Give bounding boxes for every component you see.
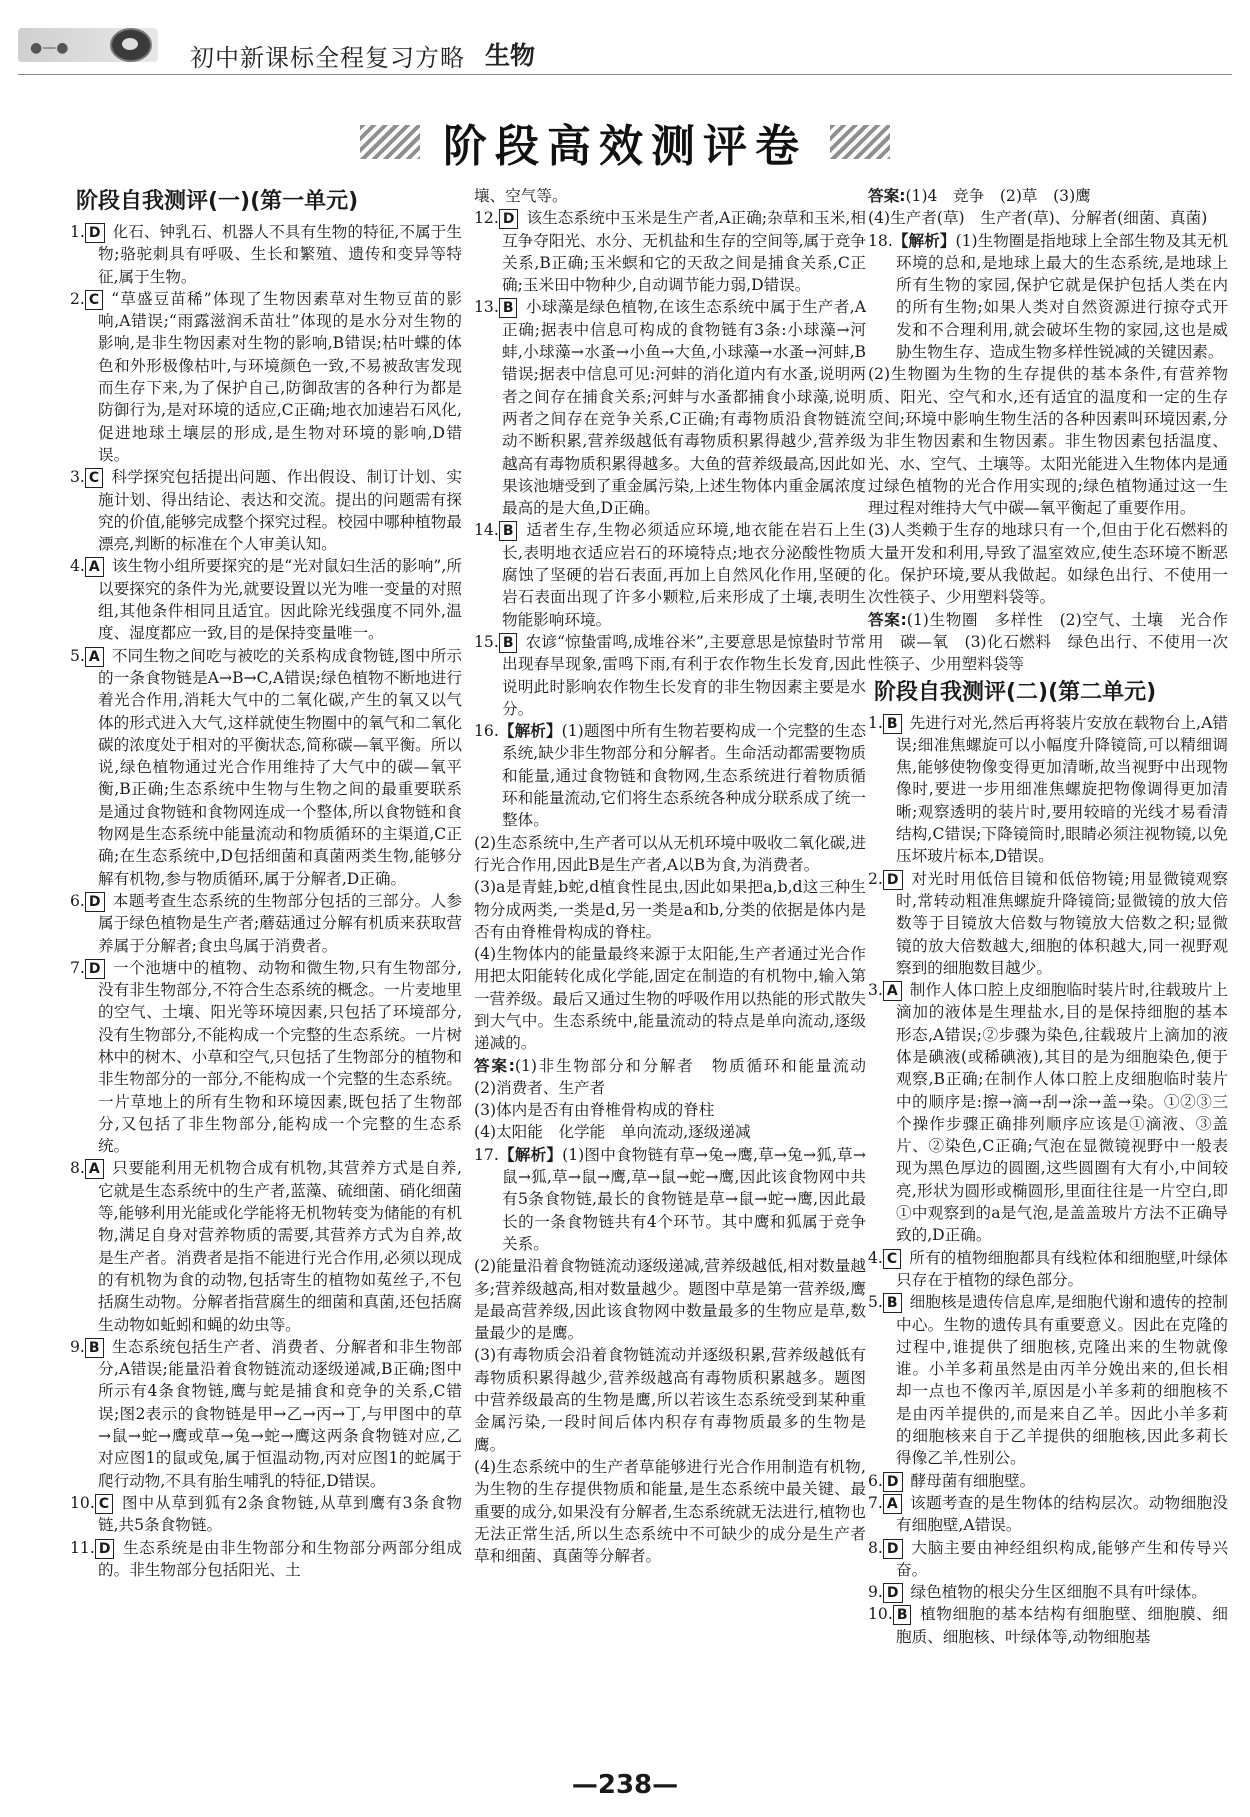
answer-item [868,1470,1228,1492]
answer-item [70,1492,462,1537]
page-header [0,0,1250,70]
answer-text: (1)非生物部分和分解者 物质循环和能量流动 (2)消费者、生产者 [474,1056,882,1097]
answer-label: 答案: [474,1056,515,1075]
answer-box: A [883,1494,902,1514]
answer-item [70,466,462,555]
left-decoration-icon [360,125,420,159]
item-number: 1. [868,713,883,732]
item-text: 生态系统包括生产者、消费者、分解者和非生物部分,A错误;能量沿着食物链流动逐级递减,B正确;图中所示有4条食物链,鹰与蛇是捕食和竞争的关系,C错误;图2表示的食物链是甲→乙→丙→丁,与甲图中的草→鼠→蛇→鹰或草→兔→蛇→鹰这两条食物链对应,乙对应图1的鼠或兔,属于恒温动物,丙对应图1的蛇属于爬行动物,不具有胎生哺乳的特征,D错误。 [98,1337,462,1490]
item-number: 4. [868,1248,883,1267]
analysis-text: (2)生物圈为生物的生存提供的基本条件,有营养物质、阳光、空气和水,还有适宜的温度和一定的生存空间;环境中影响生物生活的各种因素叫环境因素,分为非生物因素和生物因素。非生物因素包括温度、光、水、空气、土壤等。太阳光能进入生物体内是通过绿色植物的光合作用实现的;绿色植物通过这一生理过程对维持大气中碳—氧平衡起了重要作用。 [868,365,1228,518]
analysis-text: (1)题图中所有生物若要构成一个完整的生态系统,缺少非生物部分和分解者。生命活动都需要物质和能量,通过食物链和食物网,生态系统进行着物质循环和能量流动,它们将生态系统各种成分联系成了统一整体。 [502,722,866,830]
answer-item [70,890,462,957]
answer-box: D [85,959,105,979]
answer-line [868,185,1228,207]
item-number: 12. [474,209,499,228]
column-3 [868,185,1228,1648]
answer-box: D [883,1539,903,1559]
item-text: 该生物小组所要探究的是“光对鼠妇生活的影响”,所以要探究的条件为光,就要设置以光为唯一变量的对照组,其他条件相同且适宜。因此除光线强度不同外,温度、湿度都应一致,目的是保持变量唯一。 [98,557,462,643]
answer-box: D [883,1472,903,1492]
item-text: 农谚“惊蛰雷鸣,成堆谷米”,主要意思是惊蛰时节常出现春旱现象,雷鸣下雨,有利于农作物生长发育,因此说明此时影响农作物生长发育的非生物因素主要是水分。 [502,632,866,718]
analysis-text: (3)a是青蛙,b蛇,d植食性昆虫,因此如果把a,b,d这三种生物分成两类,一类是d,另一类是a和b,分类的依据是体内是否有由脊椎骨构成的脊柱。 [474,878,866,941]
answer-item [474,631,866,720]
answer-box: B [893,1605,912,1625]
answer-item [70,288,462,466]
item-text: 生态系统是由非生物部分和生物部分两部分组成的。非生物部分包括阳光、土 [98,1538,462,1579]
answer-item [474,207,866,296]
item-number: 8. [70,1159,85,1178]
subject-label: 生物 [485,41,536,70]
answer-box: A [883,981,902,1001]
answer-box: D [499,209,519,229]
item-number: 10. [868,1605,893,1624]
answer-text: (1)生物圈 多样性 (2)空气、土壤 光合作用 碳—氧 (3)化石燃料 绿色出行、不使用一次性筷子、少用塑料袋等 [868,610,1228,674]
analysis-label: 【解析】 [498,1145,563,1164]
item-number: 2. [868,869,883,888]
continued-text: 壤、空气等。 [474,187,568,205]
page-title: 阶段高效测评卷 [443,121,807,172]
item-number: 3. [70,468,85,487]
analysis-text: (4)生物体内的能量最终来源于太阳能,生产者通过光合作用把太阳能转化成化学能,固定在制造的有机物中,输入第一营养级。最后又通过生物的呼吸作用以热能的形式散失到大气中。生态系统中,能量流动的特点是单向流动,逐级递减的。 [474,945,866,1053]
answer-box: C [883,1249,901,1269]
item-text: 细胞核是遗传信息库,是细胞代谢和遗传的控制中心。生物的遗传具有重要意义。因此在克隆的过程中,谁提供了细胞核,克隆出来的生物就像谁。小羊多莉虽然是由丙羊分娩出来的,但长相却一点也不像丙羊,原因是小羊多莉的细胞核不是由丙羊提供的,而是来自乙羊。因此小羊多莉的细胞核来自于乙羊提供的细胞核,因此多莉长得像乙羊,性别公。 [896,1293,1228,1468]
item-number: 14. [474,521,499,540]
item-number: 16. [474,722,499,741]
answer-line [474,1055,882,1100]
item-text: 对光时用低倍目镜和低倍物镜;用显微镜观察时,常转动粗准焦螺旋升降镜筒;显微镜的放大倍数等于目镜放大倍数与物镜放大倍数之积;显微镜的放大倍数越大,细胞的体积越大,同一视野观察到的细胞数目越少。 [896,869,1228,977]
item-text: 大脑主要由神经组织构成,能够产生和传导兴奋。 [896,1538,1228,1579]
answer-box: A [85,1159,104,1179]
analysis-text: (3)有毒物质会沿着食物链流动并逐级积累,营养级越低有毒物质积累得越少,营养级越高有毒物质积累越多。题图中营养级最高的生物是鹰,所以若该生态系统受到某种重金属污染,一段时间后体内积存有毒物质最多的生物是鹰。 [474,1346,866,1454]
analysis-text: (3)人类赖于生存的地球只有一个,但由于化石燃料的大量开发和利用,导致了温室效应,使生态环境不断恶化。保护环境,要从我做起。如绿色出行、不使用一次性筷子、少用塑料袋等。 [868,521,1228,607]
header-dots-icon: ●—● [30,40,69,56]
item-number: 15. [474,632,499,651]
item-text: 绿色植物的根尖分生区细胞不具有叶绿体。 [910,1583,1207,1602]
answer-item [474,296,866,519]
item-text: 适者生存,生物必须适应环境,地衣能在岩石上生长,表明地衣适应岩石的环境特点;地衣分泌酸性物质腐蚀了坚硬的岩石表面,再加上自然风化作用,坚硬的岩石表面出现了许多小颗粒,后来形成了土壤,表明生物能影响环境。 [502,521,866,629]
answer-item [70,555,462,644]
item-number: 5. [70,646,85,665]
section-heading-2: 阶段自我测评(二)(第二单元) [874,679,1157,705]
item-number: 8. [868,1538,883,1557]
answer-item [868,1247,1228,1292]
answer-box: B [883,714,902,734]
answer-item [868,1581,1228,1603]
analysis-text: (4)生态系统中的生产者草能够进行光合作用制造有机物,为生物的生存提供物质和能量,是生态系统中最关键、最重要的成分,如果没有分解者,生态系统就无法进行,植物也无法正常生活,所以生态系统中不可缺少的成分是生产者草和细菌、真菌等分解者。 [474,1457,866,1566]
answer-box: D [85,892,105,912]
item-text: 不同生物之间吃与被吃的关系构成食物链,图中所示的一条食物链是A→B→C,A错误;绿色植物不断地进行着光合作用,消耗大气中的二氧化碳,产生的氧又以气体的形式进入大气,这样就使生物圈中的氧气和二氧化碳的浓度处于相对的平衡状态,简称碳—氧平衡。所以说,绿色植物通过光合作用维持了大气中的碳—氧平衡,B正确;生态系统中生物与生物之间的最重要联系是通过食物链和食物网连成一个整体,所以食物链和食物网是生态系统中能量流动和物质循环的主渠道,C正确;在生态系统中,D包括细菌和真菌两类生物,能够分解有机物,参与物质循环,属于分解者,D正确。 [98,646,462,888]
item-number: 6. [868,1471,883,1490]
analysis-item-18 [868,230,1228,364]
item-text: 先进行对光,然后再将装片安放在载物台上,A错误;细准焦螺旋可以小幅度升降镜筒,可以精细调焦,能够使物像变得更加清晰,故当视野中出现物像时,要进一步用细准焦螺旋把物像调得更加清晰;观察透明的装片时,要用较暗的光线才易看清结构,C错误;下降镜筒时,眼睛必须注视物镜,以免压坏玻片标本,D错误。 [896,713,1228,866]
answer-box: D [85,223,105,243]
analysis-item-16 [474,720,866,831]
item-text: 所有的植物细胞都具有线粒体和细胞壁,叶绿体只存在于植物的绿色部分。 [896,1248,1228,1289]
item-number: 10. [70,1493,95,1512]
item-number: 6. [70,891,85,910]
answer-item [70,1537,462,1582]
title-banner [0,110,1250,170]
answer-item [868,1603,1228,1648]
answer-item [868,1291,1228,1469]
answer-label: 答案: [868,610,907,629]
item-number: 7. [70,958,85,977]
item-text: 一个池塘中的植物、动物和微生物,只有生物部分,没有非生物部分,不符合生态系统的概念。一片麦地里的空气、土壤、阳光等环境因素,只包括了环境部分,没有生物部分,不能构成一个完整的生态系统。一片树林中的树木、小草和空气,只包括了生物部分的植物和非生物部分的一部分,不能构成一个完整的生态系统。一片草地上的所有生物和环境因素,既包括了生物部分,又包括了非生物部分,能构成一个完整的生态系统。 [98,958,462,1156]
header-divider [18,74,1232,75]
answer-item [70,957,462,1158]
answer-box: B [499,633,518,653]
right-decoration-icon [830,125,890,159]
item-number: 9. [868,1583,883,1602]
answer-line: (4)生产者(草) 生产者(草)、分解者(细菌、真菌) [868,209,1208,228]
analysis-text: (2)生态系统中,生产者可以从无机环境中吸收二氧化碳,进行光合作用,因此B是生产者,A以B为食,为消费者。 [474,833,866,874]
item-text: 化石、钟乳石、机器人不具有生物的特征,不属于生物;骆驼刺具有呼吸、生长和繁殖、遗传和变异等特征,属于生物。 [98,223,462,286]
answer-box: A [85,557,104,577]
answer-box: B [499,298,518,318]
item-number: 3. [868,981,883,1000]
item-text: “草盛豆苗稀”体现了生物因素草对生物豆苗的影响,A错误;“雨露滋润禾苗壮”体现的是水分对生物的影响,是非生物因素对生物的影响,B错误;枯叶蝶的体色和外形极像枯叶,与环境颜色一致,不易被敌害发现而生存下来,为了保护自己,防御敌害的各种行为都是防御行为,是对环境的适应,C正确;地衣加速岩石风化,促进地球土壤层的形成,是生物对环境的影响,D错误。 [98,289,462,464]
item-text: 科学探究包括提出问题、作出假设、制订计划、实施计划、得出结论、表达和交流。提出的问题需有探究的价值,能够完成整个探究过程。校园中哪种植物最漂亮,判断的标准在个人审美认知。 [98,468,462,554]
item-number: 18. [868,231,893,250]
answer-text: (1)4 竞争 (2)草 (3)鹰 [905,187,1091,205]
answer-item [70,1157,462,1335]
answer-item [868,979,1228,1247]
item-text: 该题考查的是生物体的结构层次。动物细胞没有细胞壁,A错误。 [896,1493,1228,1535]
item-number: 1. [70,223,85,241]
item-number: 17. [474,1145,499,1164]
item-text: 酵母菌有细胞壁。 [910,1471,1036,1490]
column-1 [70,185,462,1581]
analysis-text: (1)图中食物链有草→兔→鹰,草→兔→狐,草→鼠→狐,草→鼠→鹰,草→鼠→蛇→鹰,因此该食物网中共有5条食物链,最长的食物链是草→鼠→蛇→鹰,因此最长的一条食物链共有4个环节。其中鹰和狐属于竞争关系。 [502,1145,866,1253]
answer-line: (3)体内是否有由脊椎骨构成的脊柱 [474,1101,715,1120]
answer-item [70,221,462,288]
item-number: 5. [868,1293,883,1312]
answer-box: D [883,870,903,890]
item-number: 9. [70,1337,85,1356]
answer-box: C [85,468,103,488]
item-text: 小球藻是绿色植物,在该生态系统中属于生产者,A正确;据表中信息可构成的食物链有3条:小球藻→河蚌,小球藻→水蚤→小鱼→大鱼,小球藻→水蚤→河蚌,B错误;据表中信息可见:河蚌的消化道内有水蚤,说明两者之间存在捕食关系;河蚌与水蚤都捕食小球藻,说明两者之间存在竞争关系,C正确;有毒物质沿食物链流动不断积累,营养级越低有毒物质积累得越少,营养级越高有毒物质积累得越多。大鱼的营养级最高,因此如果该池塘受到了重金属污染,上述生物体内重金属浓度最高的是大鱼,D正确。 [502,298,866,518]
item-number: 4. [70,557,85,576]
item-text: 植物细胞的基本结构有细胞壁、细胞膜、细胞质、细胞核、叶绿体等,动物细胞基 [896,1605,1228,1646]
answer-box: D [95,1539,115,1559]
item-number: 7. [868,1493,883,1512]
answer-label: 答案: [868,187,906,205]
item-text: 本题考查生态系统的生物部分包括的三部分。人参属于绿色植物是生产者;蘑菇通过分解有机质来获取营养属于分解者;食虫鸟属于消费者。 [98,891,462,955]
answer-item [70,645,462,890]
analysis-label: 【解析】 [892,231,956,250]
answer-item [868,1537,1228,1582]
item-number: 13. [474,298,499,317]
series-title: 初中新课标全程复习方略 [190,44,465,72]
answer-item [474,519,866,630]
item-text: 该生态系统中玉米是生产者,A正确;杂草和玉米,相互争夺阳光、水分、无机盐和生存的空间等,属于竞争关系,B正确;玉米螟和它的天敌之间是捕食关系,C正确;玉米田中物种少,自动调节能力弱,D错误。 [502,209,866,295]
item-text: 制作人体口腔上皮细胞临时装片时,往载玻片上滴加的液体是生理盐水,目的是保持细胞的基本形态,A错误;②步骤为染色,往载玻片上滴加的液体是碘液(或稀碘液),其目的是为细胞染色,便于观察,B正确;在制作人体口腔上皮细胞临时装片中的顺序是:擦→滴→刮→涂→盖→染。①②③三个操作步骤正确排列顺序应该是①滴液、③盖片、②染色,C正确;气泡在显微镜视野中一般表现为黑色厚边的圆圈,这些圆圈有大有小,中间较亮,形状为圆形或椭圆形,里面往往是一片空白,即①中观察到的a是气泡,是盖盖玻片方法不正确导致的,D正确。 [896,981,1228,1245]
answer-box: C [85,290,103,310]
analysis-label: 【解析】 [498,722,562,741]
answer-item [868,712,1228,868]
answer-box: B [85,1338,104,1358]
analysis-text: (2)能量沿着食物链流动逐级递减,营养级越低,相对数量越多;营养级越高,相对数量越少。题图中草是第一营养级,鹰是最高营养级,因此该食物网中数量最多的生物应是草,数量最少的是鹰。 [474,1257,866,1343]
analysis-text: (1)生物圈是指地球上全部生物及其无机环境的总和,是地球上最大的生态系统,是地球上所有生物的家园,保护它就是保护包括人类在内的所有生物;如果人类对自然资源进行掠夺式开发和不合理利用,就会破坏生物的家园,这也是威胁生物生存、造成生物多样性锐减的关键因素。 [896,231,1228,362]
answer-item [70,1336,462,1492]
answer-box: A [85,647,104,667]
answer-box: C [95,1494,113,1514]
eye-logo-icon [110,28,152,62]
answer-item [868,868,1228,979]
item-number: 11. [70,1538,95,1557]
answer-box: B [499,521,518,541]
answer-line [868,609,1228,676]
analysis-item-17 [474,1144,866,1255]
item-text: 只要能利用无机物合成有机物,其营养方式是自养,它就是生态系统中的生产者,蓝藻、硫细菌、硝化细菌等,能够利用光能或化学能将无机物转变为储能的有机物,满足自身对营养物质的需要,其营养方式为自养,故是生产者。消费者是指不能进行光合作用,必须以现成的有机物为食的动物,包括寄生的植物如菟丝子,不包括腐生动物。分解者指营腐生的细菌和真菌,还包括腐生动物如蚯蚓和蝇的幼虫等。 [98,1159,462,1334]
item-number: 2. [70,289,85,308]
section-heading-1: 阶段自我测评(一)(第一单元) [76,189,359,214]
answer-box: D [883,1583,903,1603]
page-number: —238— [571,1770,679,1800]
answer-line: (4)太阳能 化学能 单向流动,逐级递减 [474,1123,751,1142]
answer-item [868,1492,1228,1537]
item-text: 图中从草到狐有2条食物链,从草到鹰有3条食物链,共5条食物链。 [98,1493,462,1535]
answer-box: B [883,1293,902,1313]
